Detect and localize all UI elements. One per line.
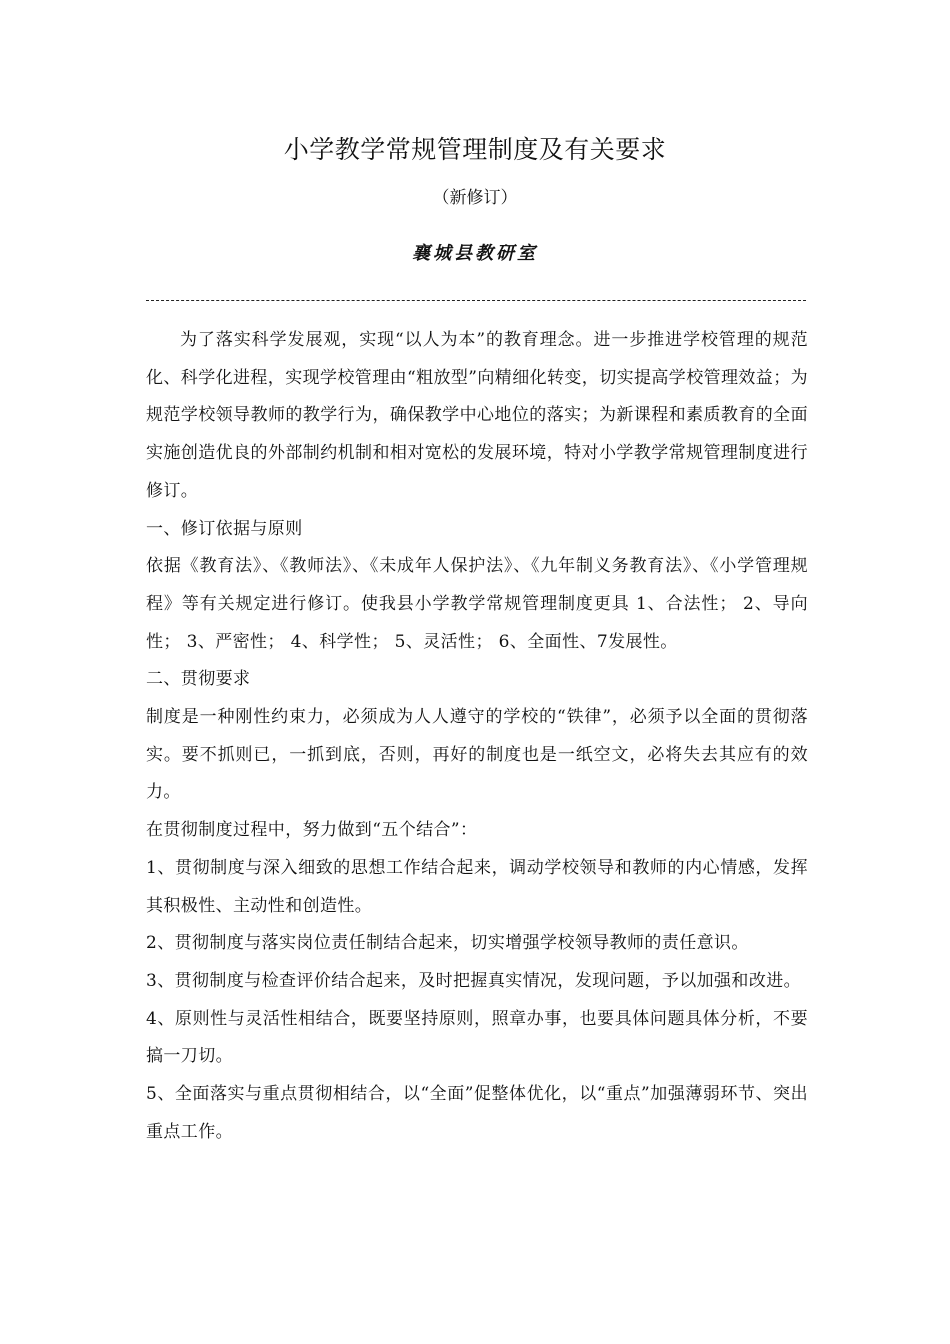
document-author: 襄城县教研室 [412,243,538,264]
document-body [146,322,808,1151]
document-title: 小学教学常规管理制度及有关要求 [283,135,667,164]
document-subtitle: （新修订） [432,188,518,208]
body-paragraph: 在贯彻制度过程中，努力做到“五个结合”： [146,820,478,841]
list-item: 2、贯彻制度与落实岗位责任制结合起来，切实增强学校领导教师的责任意识。 [146,933,749,954]
intro-paragraph: 为了落实科学发展观，实现“以人为本”的教育理念。进一步推进学校管理的规范化、科学化进程，实现学校管理由“粗放型”向精细化转变，切实提高学校管理效益；为规范学校领导教师的教学行为，确保教学中心地位的落实；为新课程和素质教育的全面实施创造优良的外部制约机制和相对宽松的发展环境，特对小学教学常规管理制度进行修订。 [146,330,808,501]
dashed-divider [146,300,806,301]
list-item: 5、全面落实与重点贯彻相结合，以“全面”促整体优化，以“重点”加强薄弱环节、突出重点工作。 [146,1084,808,1142]
body-paragraph: 依据《教育法》、《教师法》、《未成年人保护法》、《九年制义务教育法》、《小学管理规程》等有关规定进行修订。使我县小学教学常规管理制度更具 1、合法性； 2、导向性； 3、严密性； 4、科学性； 5、灵活性； 6、全面性、7发展性。 [146,556,808,652]
list-item: 4、原则性与灵活性相结合，既要坚持原则，照章办事，也要具体问题具体分析，不要搞一刀切。 [146,1008,808,1067]
list-item: 3、贯彻制度与检查评价结合起来，及时把握真实情况，发现问题，予以加强和改进。 [146,970,802,991]
body-paragraph: 制度是一种刚性约束力，必须成为人人遵守的学校的“铁律”，必须予以全面的贯彻落实。要不抓则已，一抓到底，否则，再好的制度也是一纸空文，必将失去其应有的效力。 [146,707,808,803]
section-heading: 二、贯彻要求 [146,669,251,690]
section-heading: 一、修订依据与原则 [146,518,303,539]
list-item: 1、贯彻制度与深入细致的思想工作结合起来，调动学校领导和教师的内心情感，发挥其积极性、主动性和创造性。 [146,857,808,916]
